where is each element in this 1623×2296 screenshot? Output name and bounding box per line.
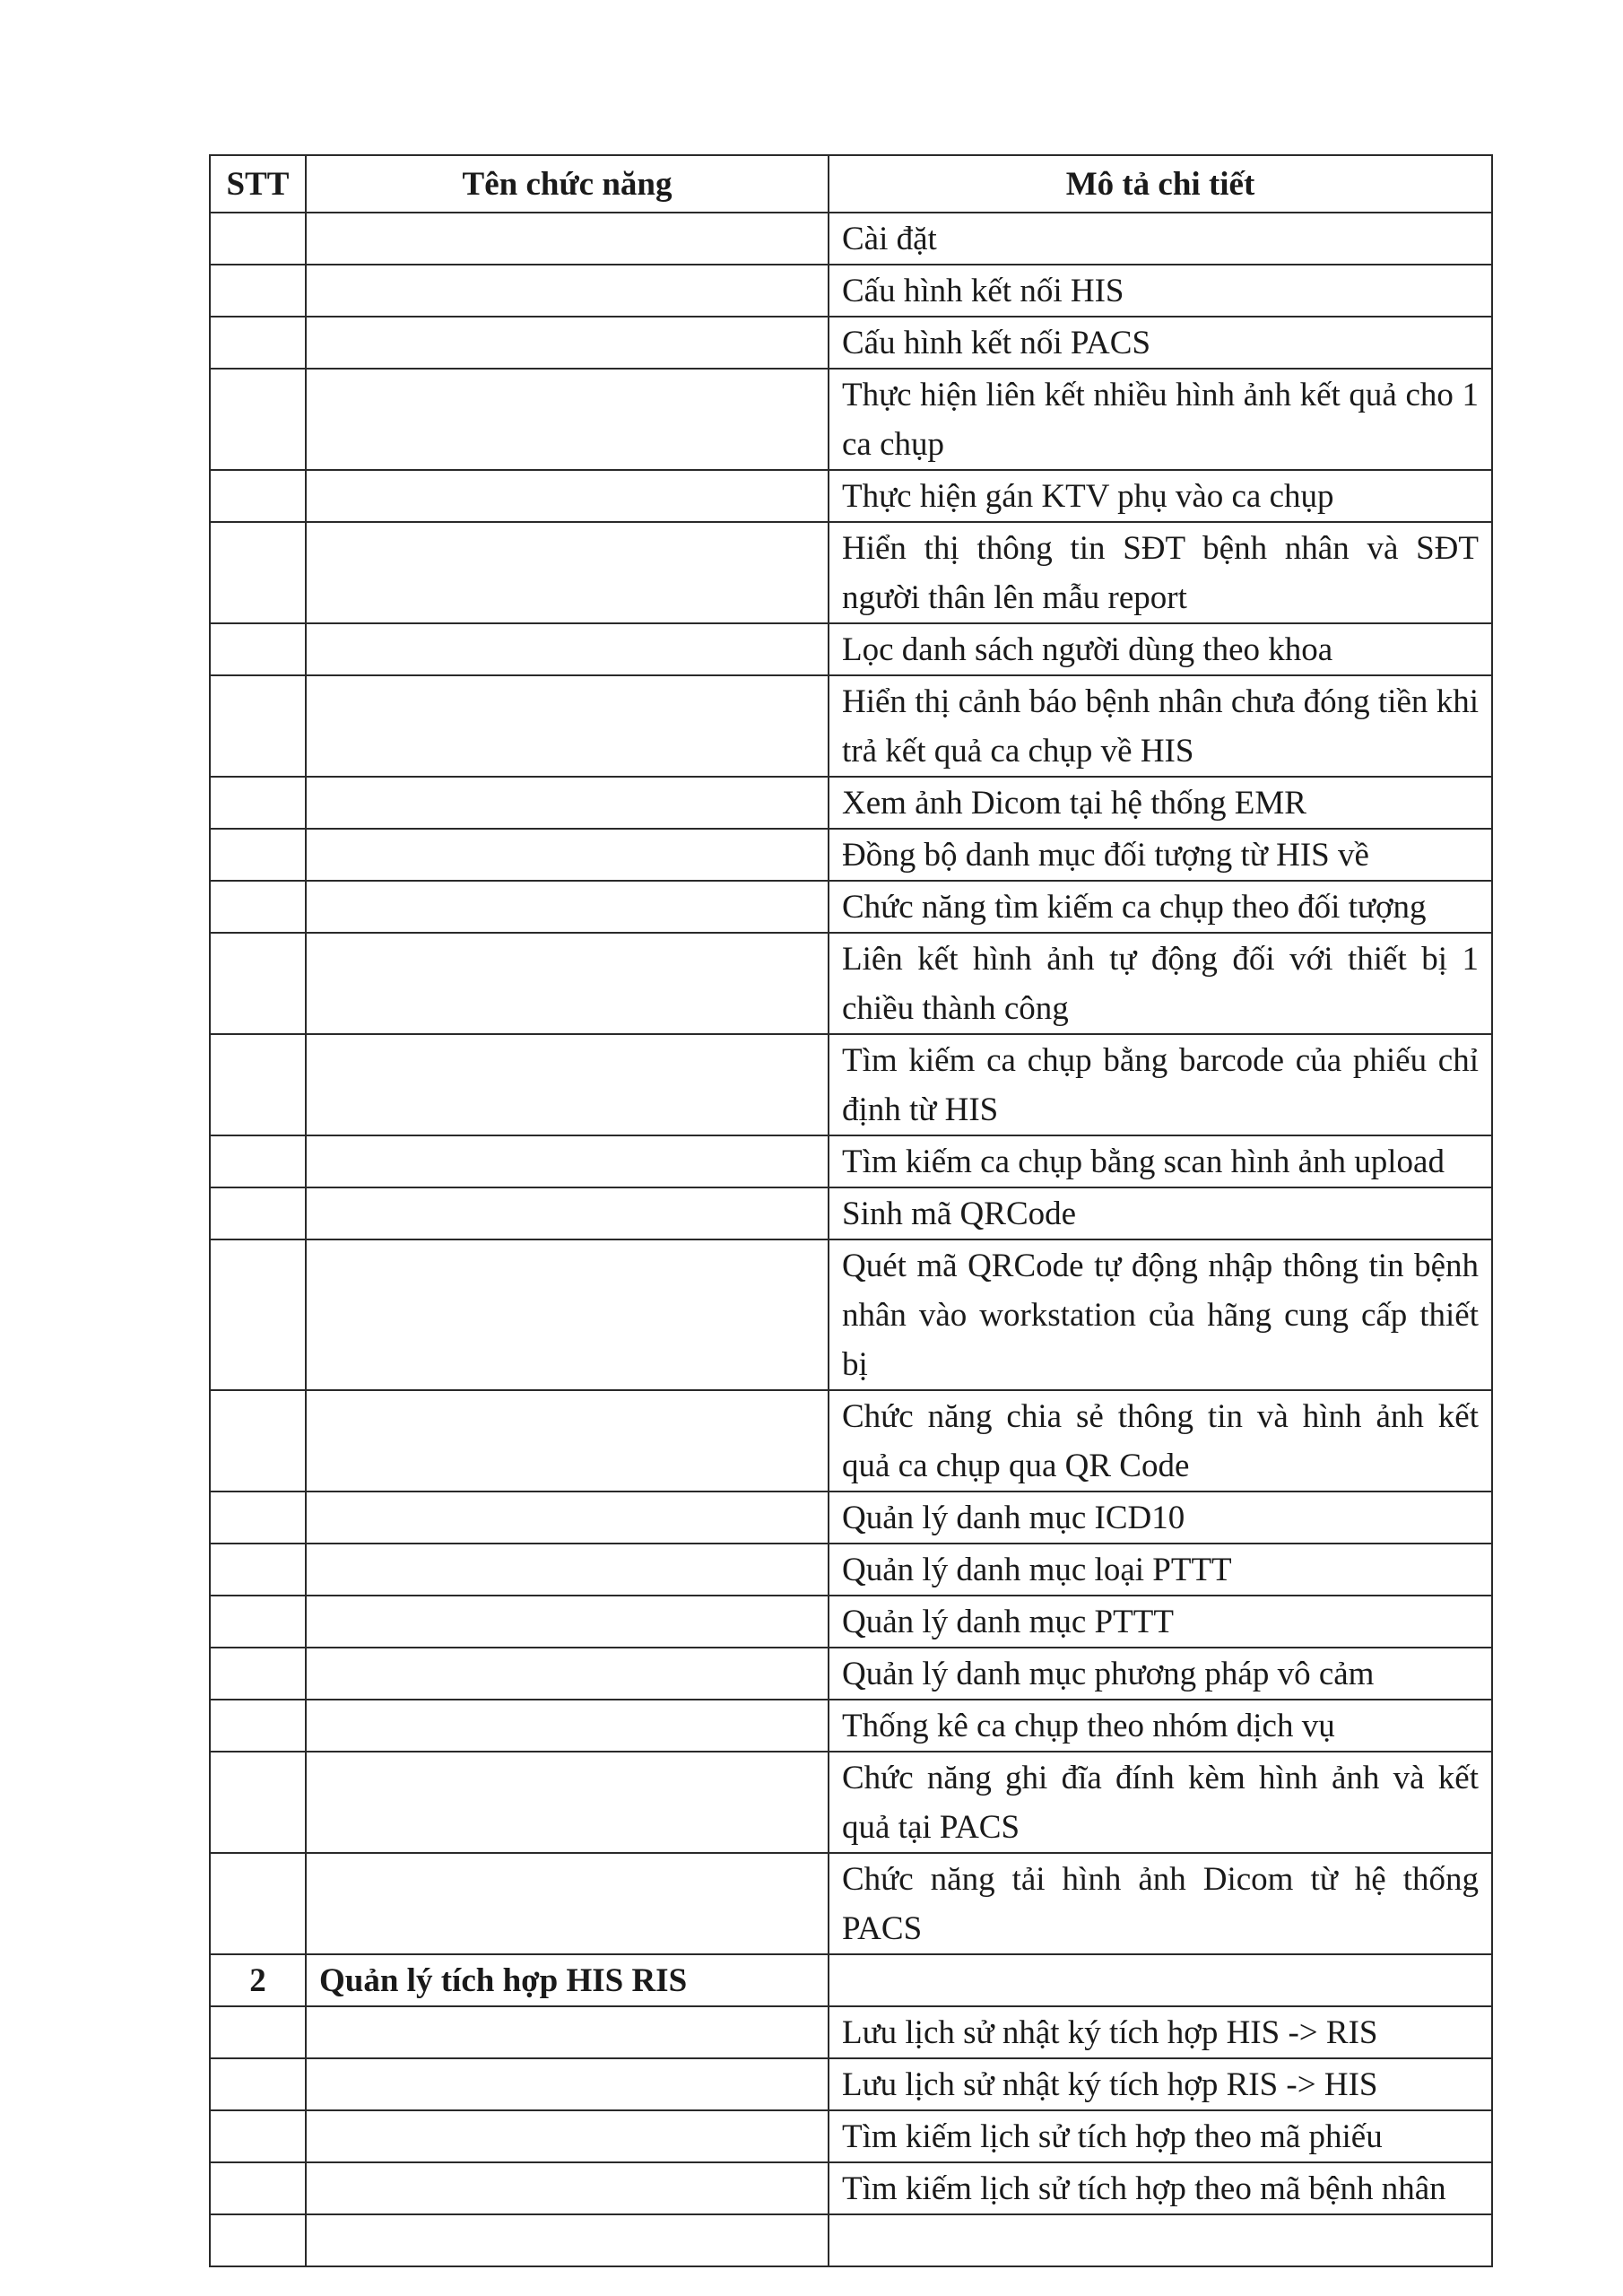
row-function-name-cell — [306, 1187, 829, 1239]
row-function-name-cell — [306, 2110, 829, 2162]
row-stt-cell — [210, 2214, 306, 2266]
row-description-cell: Lưu lịch sử nhật ký tích hợp HIS -> RIS — [829, 2006, 1492, 2058]
row-description-cell — [829, 2214, 1492, 2266]
table-row — [210, 1648, 1492, 1700]
row-stt-cell — [210, 1492, 306, 1544]
row-stt-cell — [210, 1648, 306, 1700]
row-stt-cell — [210, 1239, 306, 1390]
row-description-cell: Quản lý danh mục PTTT — [829, 1596, 1492, 1648]
row-description-cell: Thực hiện liên kết nhiều hình ảnh kết quả cho 1 ca chụp — [829, 369, 1492, 470]
row-stt-cell — [210, 1544, 306, 1596]
row-description-cell: Lưu lịch sử nhật ký tích hợp RIS -> HIS — [829, 2058, 1492, 2110]
table-row — [210, 317, 1492, 369]
row-function-name-cell — [306, 1034, 829, 1135]
table-row — [210, 470, 1492, 522]
row-description-cell: Thống kê ca chụp theo nhóm dịch vụ — [829, 1700, 1492, 1752]
table-row — [210, 1544, 1492, 1596]
table-row — [210, 933, 1492, 1034]
table-row — [210, 1135, 1492, 1187]
table-row — [210, 777, 1492, 829]
row-stt-cell — [210, 933, 306, 1034]
row-function-name-cell — [306, 829, 829, 881]
table-row — [210, 1390, 1492, 1492]
row-stt-cell — [210, 213, 306, 265]
table-row — [210, 213, 1492, 265]
table-row — [210, 1700, 1492, 1752]
row-description-cell: Chức năng tìm kiếm ca chụp theo đối tượng — [829, 881, 1492, 933]
row-function-name-cell — [306, 265, 829, 317]
row-stt-cell — [210, 2058, 306, 2110]
row-function-name-cell — [306, 1492, 829, 1544]
table-row — [210, 1752, 1492, 1853]
row-stt-cell — [210, 470, 306, 522]
header-function-name: Tên chức năng — [306, 155, 829, 213]
row-function-name-cell — [306, 933, 829, 1034]
row-stt-cell — [210, 265, 306, 317]
row-description-cell: Lọc danh sách người dùng theo khoa — [829, 623, 1492, 675]
row-function-name-cell — [306, 317, 829, 369]
row-function-name-cell — [306, 369, 829, 470]
row-function-name-cell — [306, 522, 829, 623]
table-row — [210, 2162, 1492, 2214]
table-header-row — [210, 155, 1492, 213]
header-stt: STT — [210, 155, 306, 213]
row-description-cell: Quản lý danh mục loại PTTT — [829, 1544, 1492, 1596]
table-row — [210, 2058, 1492, 2110]
row-function-name-cell — [306, 1544, 829, 1596]
row-description-cell: Hiển thị thông tin SĐT bệnh nhân và SĐT người thân lên mẫu report — [829, 522, 1492, 623]
table-row — [210, 675, 1492, 777]
table-row — [210, 829, 1492, 881]
row-function-name-cell — [306, 2058, 829, 2110]
row-stt-cell — [210, 829, 306, 881]
function-spec-table — [209, 154, 1493, 2267]
table-row — [210, 1239, 1492, 1390]
row-function-name-cell — [306, 1853, 829, 1954]
table-row — [210, 369, 1492, 470]
row-stt-cell — [210, 317, 306, 369]
row-description-cell: Cấu hình kết nối PACS — [829, 317, 1492, 369]
row-function-name-cell — [306, 881, 829, 933]
row-description-cell: Đồng bộ danh mục đối tượng từ HIS về — [829, 829, 1492, 881]
row-stt-cell: 2 — [210, 1954, 306, 2006]
table-row — [210, 1034, 1492, 1135]
table-row — [210, 522, 1492, 623]
row-description-cell — [829, 1954, 1492, 2006]
row-function-name-cell — [306, 1596, 829, 1648]
row-stt-cell — [210, 1596, 306, 1648]
row-description-cell: Quản lý danh mục ICD10 — [829, 1492, 1492, 1544]
row-function-name-cell — [306, 777, 829, 829]
row-stt-cell — [210, 881, 306, 933]
row-function-name-cell — [306, 2006, 829, 2058]
row-description-cell: Chức năng ghi đĩa đính kèm hình ảnh và kết quả tại PACS — [829, 1752, 1492, 1853]
row-function-name-cell — [306, 213, 829, 265]
row-description-cell: Liên kết hình ảnh tự động đối với thiết bị 1 chiều thành công — [829, 933, 1492, 1034]
table-row — [210, 2110, 1492, 2162]
row-description-cell: Quản lý danh mục phương pháp vô cảm — [829, 1648, 1492, 1700]
row-description-cell: Cấu hình kết nối HIS — [829, 265, 1492, 317]
table-row — [210, 2214, 1492, 2266]
row-description-cell: Chức năng tải hình ảnh Dicom từ hệ thống PACS — [829, 1853, 1492, 1954]
row-stt-cell — [210, 2110, 306, 2162]
row-description-cell: Quét mã QRCode tự động nhập thông tin bệnh nhân vào workstation của hãng cung cấp thiết bị — [829, 1239, 1492, 1390]
row-description-cell: Chức năng chia sẻ thông tin và hình ảnh kết quả ca chụp qua QR Code — [829, 1390, 1492, 1492]
table-row — [210, 2006, 1492, 2058]
row-function-name-cell — [306, 2162, 829, 2214]
table-row — [210, 1954, 1492, 2006]
table-row — [210, 1853, 1492, 1954]
row-function-name-cell — [306, 675, 829, 777]
row-function-name-cell — [306, 2214, 829, 2266]
row-description-cell: Thực hiện gán KTV phụ vào ca chụp — [829, 470, 1492, 522]
row-description-cell: Cài đặt — [829, 213, 1492, 265]
row-description-cell: Tìm kiếm ca chụp bằng scan hình ảnh upload — [829, 1135, 1492, 1187]
row-stt-cell — [210, 1390, 306, 1492]
row-function-name-cell — [306, 1239, 829, 1390]
row-function-name-cell — [306, 1700, 829, 1752]
table-row — [210, 1492, 1492, 1544]
row-description-cell: Tìm kiếm lịch sử tích hợp theo mã bệnh nhân — [829, 2162, 1492, 2214]
row-stt-cell — [210, 1187, 306, 1239]
row-stt-cell — [210, 522, 306, 623]
row-stt-cell — [210, 777, 306, 829]
row-function-name-cell — [306, 1648, 829, 1700]
table-row — [210, 1596, 1492, 1648]
row-stt-cell — [210, 675, 306, 777]
row-function-name-cell — [306, 470, 829, 522]
row-description-cell: Tìm kiếm lịch sử tích hợp theo mã phiếu — [829, 2110, 1492, 2162]
row-stt-cell — [210, 1752, 306, 1853]
row-stt-cell — [210, 1034, 306, 1135]
row-stt-cell — [210, 623, 306, 675]
row-stt-cell — [210, 1135, 306, 1187]
row-stt-cell — [210, 2162, 306, 2214]
row-description-cell: Hiển thị cảnh báo bệnh nhân chưa đóng tiền khi trả kết quả ca chụp về HIS — [829, 675, 1492, 777]
row-function-name-cell — [306, 623, 829, 675]
row-description-cell: Sinh mã QRCode — [829, 1187, 1492, 1239]
row-stt-cell — [210, 2006, 306, 2058]
table-row — [210, 265, 1492, 317]
row-function-name-cell — [306, 1390, 829, 1492]
row-stt-cell — [210, 1700, 306, 1752]
row-description-cell: Xem ảnh Dicom tại hệ thống EMR — [829, 777, 1492, 829]
row-description-cell: Tìm kiếm ca chụp bằng barcode của phiếu chỉ định từ HIS — [829, 1034, 1492, 1135]
row-stt-cell — [210, 1853, 306, 1954]
header-detail-description: Mô tả chi tiết — [829, 155, 1492, 213]
row-function-name-cell: Quản lý tích hợp HIS RIS — [306, 1954, 829, 2006]
table-row — [210, 623, 1492, 675]
row-function-name-cell — [306, 1135, 829, 1187]
row-function-name-cell — [306, 1752, 829, 1853]
table-row — [210, 1187, 1492, 1239]
table-body — [210, 213, 1492, 2266]
row-stt-cell — [210, 369, 306, 470]
table-row — [210, 881, 1492, 933]
